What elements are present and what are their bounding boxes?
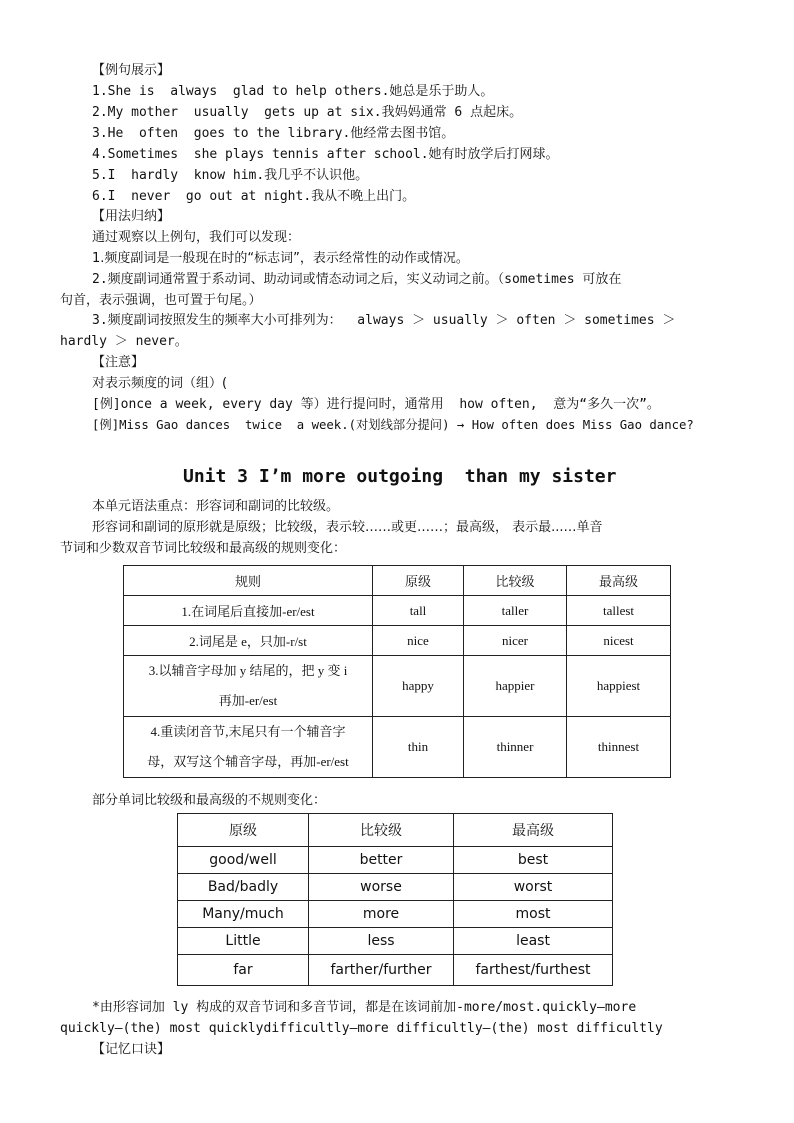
note-line: [例]Miss Gao dances twice a week.(对划线部分提问) → How often does Miss Gao dance? xyxy=(92,418,694,432)
superlative-cell: least xyxy=(454,928,613,955)
footnote-line: *由形容词加 ly 构成的双音节词和多音节词，都是在该词前加-more/most.quickly—more xyxy=(92,1000,637,1015)
table-header-row xyxy=(124,566,671,596)
table-row xyxy=(178,874,613,901)
header-superlative: 最高级 xyxy=(454,814,613,847)
table-row xyxy=(178,955,613,986)
superlative-cell: best xyxy=(454,847,613,874)
rule-text: 4.重读闭音节,末尾只有一个辅音字 xyxy=(150,724,346,739)
base-cell: thin xyxy=(373,717,464,778)
comparative-cell: thinner xyxy=(464,717,567,778)
example-sentence: 2.My mother usually gets up at six.我妈妈通常 6 点起床。 xyxy=(92,105,523,120)
comparative-cell: farther/further xyxy=(309,955,454,986)
comparative-cell: happier xyxy=(464,656,567,717)
base-cell: Many/much xyxy=(178,901,309,928)
superlative-cell: thinnest xyxy=(567,717,671,778)
rule-cell: 2.词尾是 e，只加-r/st xyxy=(124,626,373,656)
base-cell: nice xyxy=(373,626,464,656)
usage-point-3-cont: hardly ＞ never。 xyxy=(60,334,188,349)
rule-cell xyxy=(124,717,373,778)
superlative-cell: nicest xyxy=(567,626,671,656)
comparative-cell: less xyxy=(309,928,454,955)
example-sentence: 1.She is always glad to help others.她总是乐于助人。 xyxy=(92,84,494,99)
comparative-cell: nicer xyxy=(464,626,567,656)
header-comparative: 比较级 xyxy=(309,814,454,847)
irregular-caption: 部分单词比较级和最高级的不规则变化： xyxy=(92,793,327,808)
superlative-cell: farthest/furthest xyxy=(454,955,613,986)
table-row xyxy=(178,847,613,874)
table-row xyxy=(124,596,671,626)
rule-cell xyxy=(124,656,373,717)
rule-text: 再加-er/est xyxy=(218,693,278,708)
usage-heading: 【用法归纳】 xyxy=(92,209,171,224)
example-sentence: 5.I hardly know him.我几乎不认识他。 xyxy=(92,168,369,183)
note-heading: 【注意】 xyxy=(92,355,145,370)
superlative-cell: worst xyxy=(454,874,613,901)
base-cell: happy xyxy=(373,656,464,717)
table-row xyxy=(124,717,671,778)
superlative-cell: tallest xyxy=(567,596,671,626)
comparative-cell: taller xyxy=(464,596,567,626)
regular-comparison-table xyxy=(123,565,671,778)
base-cell: good/well xyxy=(178,847,309,874)
usage-point-1: 1.频度副词是一般现在时的“标志词”，表示经常性的动作或情况。 xyxy=(92,251,469,266)
comparative-cell: more xyxy=(309,901,454,928)
base-cell: Little xyxy=(178,928,309,955)
comparative-cell: better xyxy=(309,847,454,874)
header-base: 原级 xyxy=(178,814,309,847)
base-cell: Bad/badly xyxy=(178,874,309,901)
usage-intro: 通过观察以上例句，我们可以发现： xyxy=(92,230,301,245)
rule-text: 3.以辅音字母加 y 结尾的，把 y 变 i xyxy=(148,663,348,678)
base-cell: far xyxy=(178,955,309,986)
note-line: 对表示频度的词（组）( xyxy=(92,376,228,391)
superlative-cell: happiest xyxy=(567,656,671,717)
base-cell: tall xyxy=(373,596,464,626)
usage-point-2: 2.频度副词通常置于系动词、助动词或情态动词之后，实义动词之前。（sometimes 可放在 xyxy=(92,272,622,287)
rule-cell: 1.在词尾后直接加-er/est xyxy=(124,596,373,626)
usage-point-3: 3.频度副词按照发生的频率大小可排列为： always ＞ usually ＞ often ＞ sometimes ＞ xyxy=(92,313,676,328)
example-heading: 【例句展示】 xyxy=(92,63,171,78)
header-comparative: 比较级 xyxy=(464,566,567,596)
unit-focus: 本单元语法重点：形容词和副词的比较级。 xyxy=(92,499,340,514)
note-line: [例]once a week, every day 等）进行提问时，通常用 how often, 意为“多久一次”。 xyxy=(92,397,660,412)
unit-title: Unit 3 I’m more outgoing than my sister xyxy=(183,466,617,487)
unit-description: 形容词和副词的原形就是原级；比较级，表示较……或更……；最高级， 表示最...…单音 xyxy=(92,520,603,535)
table-row xyxy=(178,901,613,928)
unit-description-cont: 节词和少数双音节词比较级和最高级的规则变化： xyxy=(60,541,347,556)
irregular-comparison-table xyxy=(177,813,613,986)
comparative-cell: worse xyxy=(309,874,454,901)
example-sentence: 4.Sometimes she plays tennis after school.她有时放学后打网球。 xyxy=(92,147,559,162)
header-base: 原级 xyxy=(373,566,464,596)
rule-text: 母，双写这个辅音字母，再加-er/est xyxy=(147,754,349,769)
usage-point-2-cont: 句首，表示强调，也可置于句尾。） xyxy=(60,293,262,308)
table-header-row xyxy=(178,814,613,847)
table-row xyxy=(124,626,671,656)
table-row xyxy=(178,928,613,955)
footnote-line-cont: quickly—(the) most quicklydifficultly—more difficultly—(the) most difficultly xyxy=(60,1021,663,1036)
superlative-cell: most xyxy=(454,901,613,928)
example-sentence: 6.I never go out at night.我从不晚上出门。 xyxy=(92,189,416,204)
memory-heading: 【记忆口诀】 xyxy=(92,1042,171,1057)
header-rule: 规则 xyxy=(124,566,373,596)
header-superlative: 最高级 xyxy=(567,566,671,596)
example-sentence: 3.He often goes to the library.他经常去图书馆。 xyxy=(92,126,455,141)
table-row xyxy=(124,656,671,717)
